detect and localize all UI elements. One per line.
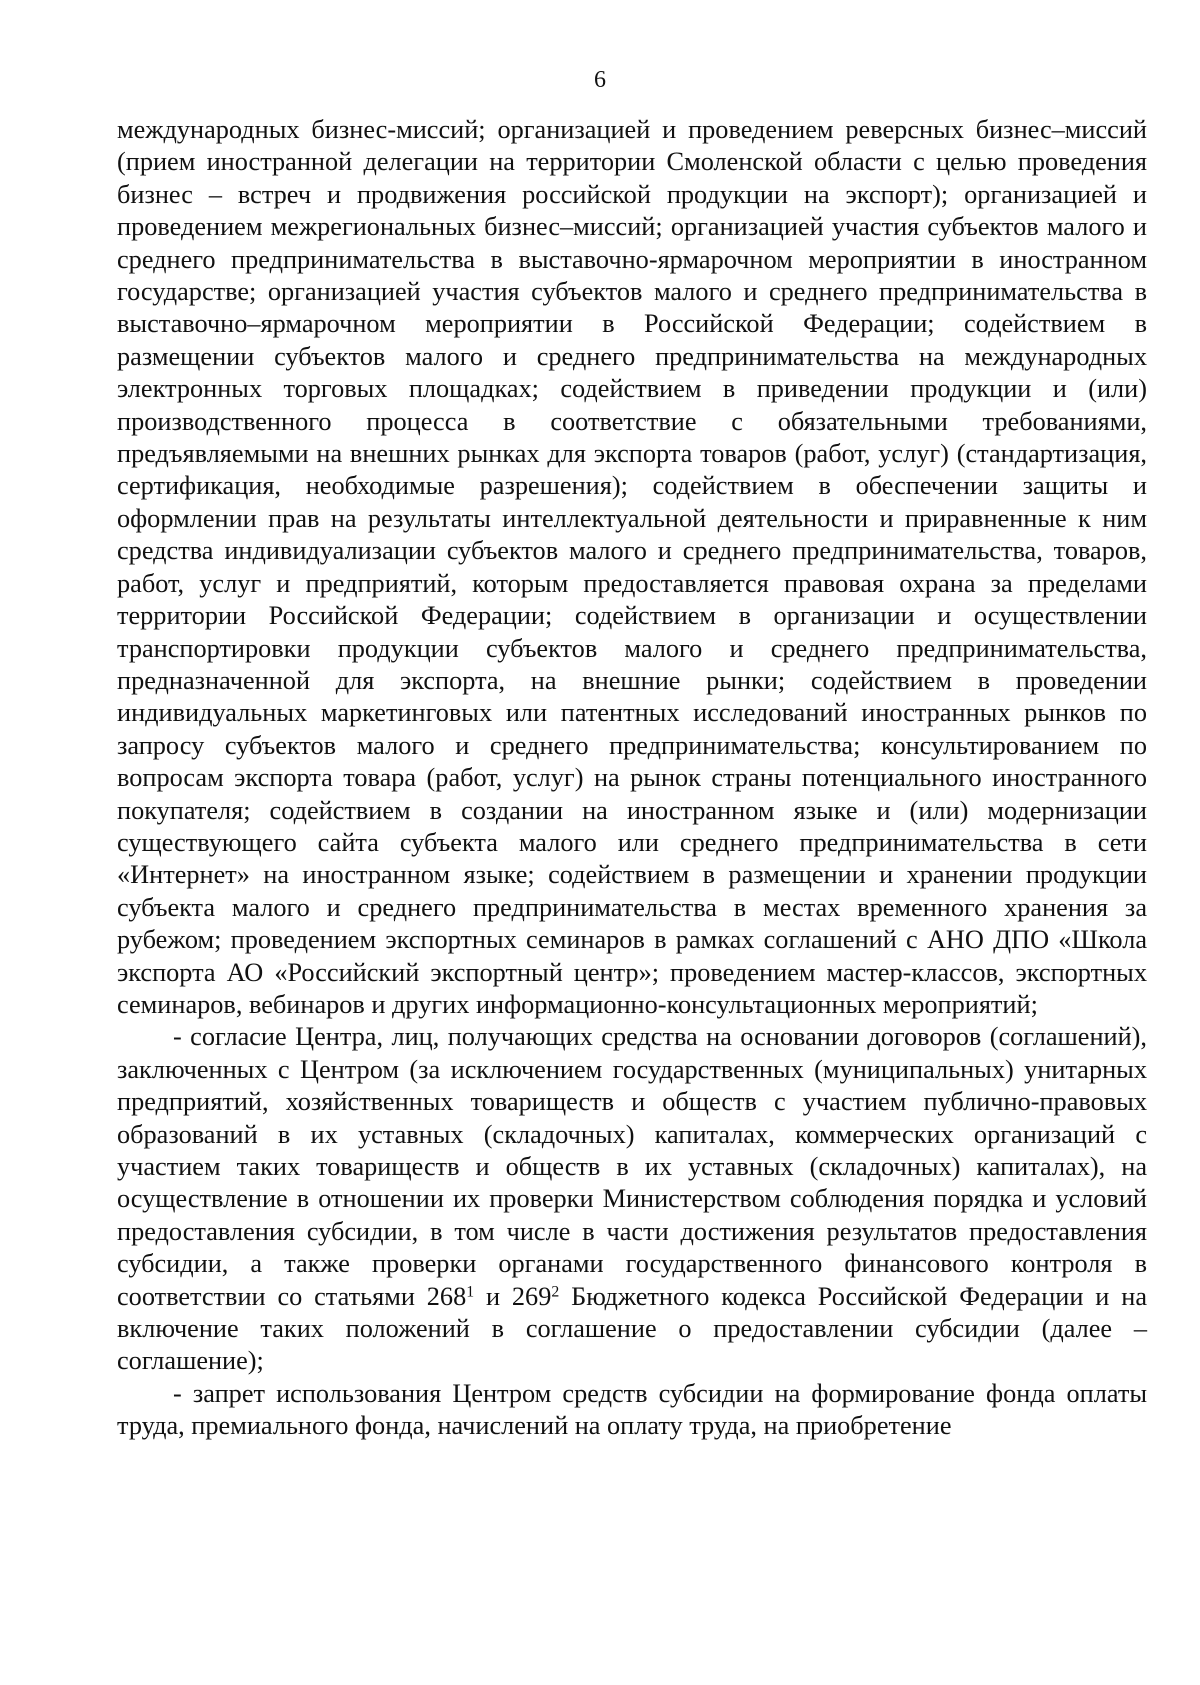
superscript-article-268: 1	[466, 1282, 475, 1300]
consent-text-part-3: Бюджетного кодекса Российской Федерации и на включение таких положений в соглашение о предоставлении субсидии (далее – соглашение);	[117, 1281, 1147, 1376]
superscript-article-269: 2	[551, 1282, 560, 1300]
consent-text-part-1: - согласие Центра, лиц, получающих средства на основании договоров (соглашений), заключенных с Центром (за исключением государственных (муниципальных) унитарных предприятий, хозяйственных товариществ и обществ с участием публично-правовых образований в их уставных (складочных) капиталах, коммерческих организаций с участием таких товариществ и обществ в их уставных (складочных) капиталах), на осуществление в отношении их проверки Министерством соблюдения порядка и условий предоставления субсидии, в том числе в части достижения результатов предоставления субсидии, а также проверки органами государственного финансового контроля в соответствии со статьями 268	[117, 1022, 1147, 1311]
document-body	[117, 114, 1147, 1443]
paragraph-export-support-list: международных бизнес-миссий; организацией и проведением реверсных бизнес–миссий (прием иностранной делегации на территории Смоленской области с целью проведения бизнес – встреч и продвижения российской продукции на экспорт); организацией и проведением межрегиональных бизнес–миссий; организацией участия субъектов малого и среднего предпринимательства в выставочно-ярмарочном мероприятии в иностранном государстве; организацией участия субъектов малого и среднего предпринимательства в выставочно–ярмарочном мероприятии в Российской Федерации; содействием в размещении субъектов малого и среднего предпринимательства на международных электронных торговых площадках; содействием в приведении продукции и (или) производственного процесса в соответствие с обязательными требованиями, предъявляемыми на внешних рынках для экспорта товаров (работ, услуг) (стандартизация, сертификация, необходимые разрешения); содействием в обеспечении защиты и оформлении прав на результаты интеллектуальной деятельности и приравненные к ним средства индивидуализации субъектов малого и среднего предпринимательства, товаров, работ, услуг и предприятий, которым предоставляется правовая охрана за пределами территории Российской Федерации; содействием в организации и осуществлении транспортировки продукции субъектов малого и среднего предпринимательства, предназначенной для экспорта, на внешние рынки; содействием в проведении индивидуальных маркетинговых или патентных исследований иностранных рынков по запросу субъектов малого и среднего предпринимательства; консультированием по вопросам экспорта товара (работ, услуг) на рынок страны потенциального иностранного покупателя; содействием в создании на иностранном языке и (или) модернизации существующего сайта субъекта малого или среднего предпринимательства в сети «Интернет» на иностранном языке; содействием в размещении и хранении продукции субъекта малого и среднего предпринимательства в местах временного хранения за рубежом; проведением экспортных семинаров в рамках соглашений с АНО ДПО «Школа экспорта АО «Российский экспортный центр»; проведением мастер-классов, экспортных семинаров, вебинаров и других информационно-консультационных мероприятий;	[117, 115, 1147, 1019]
paragraph-consent-to-audit	[117, 1021, 1147, 1377]
consent-text-part-2: и 269	[474, 1281, 552, 1311]
paragraph-prohibition-of-use: - запрет использования Центром средств субсидии на формирование фонда оплаты труда, премиального фонда, начислений на оплату труда, на приобретение	[117, 1378, 1147, 1441]
page-number: 6	[594, 67, 606, 93]
